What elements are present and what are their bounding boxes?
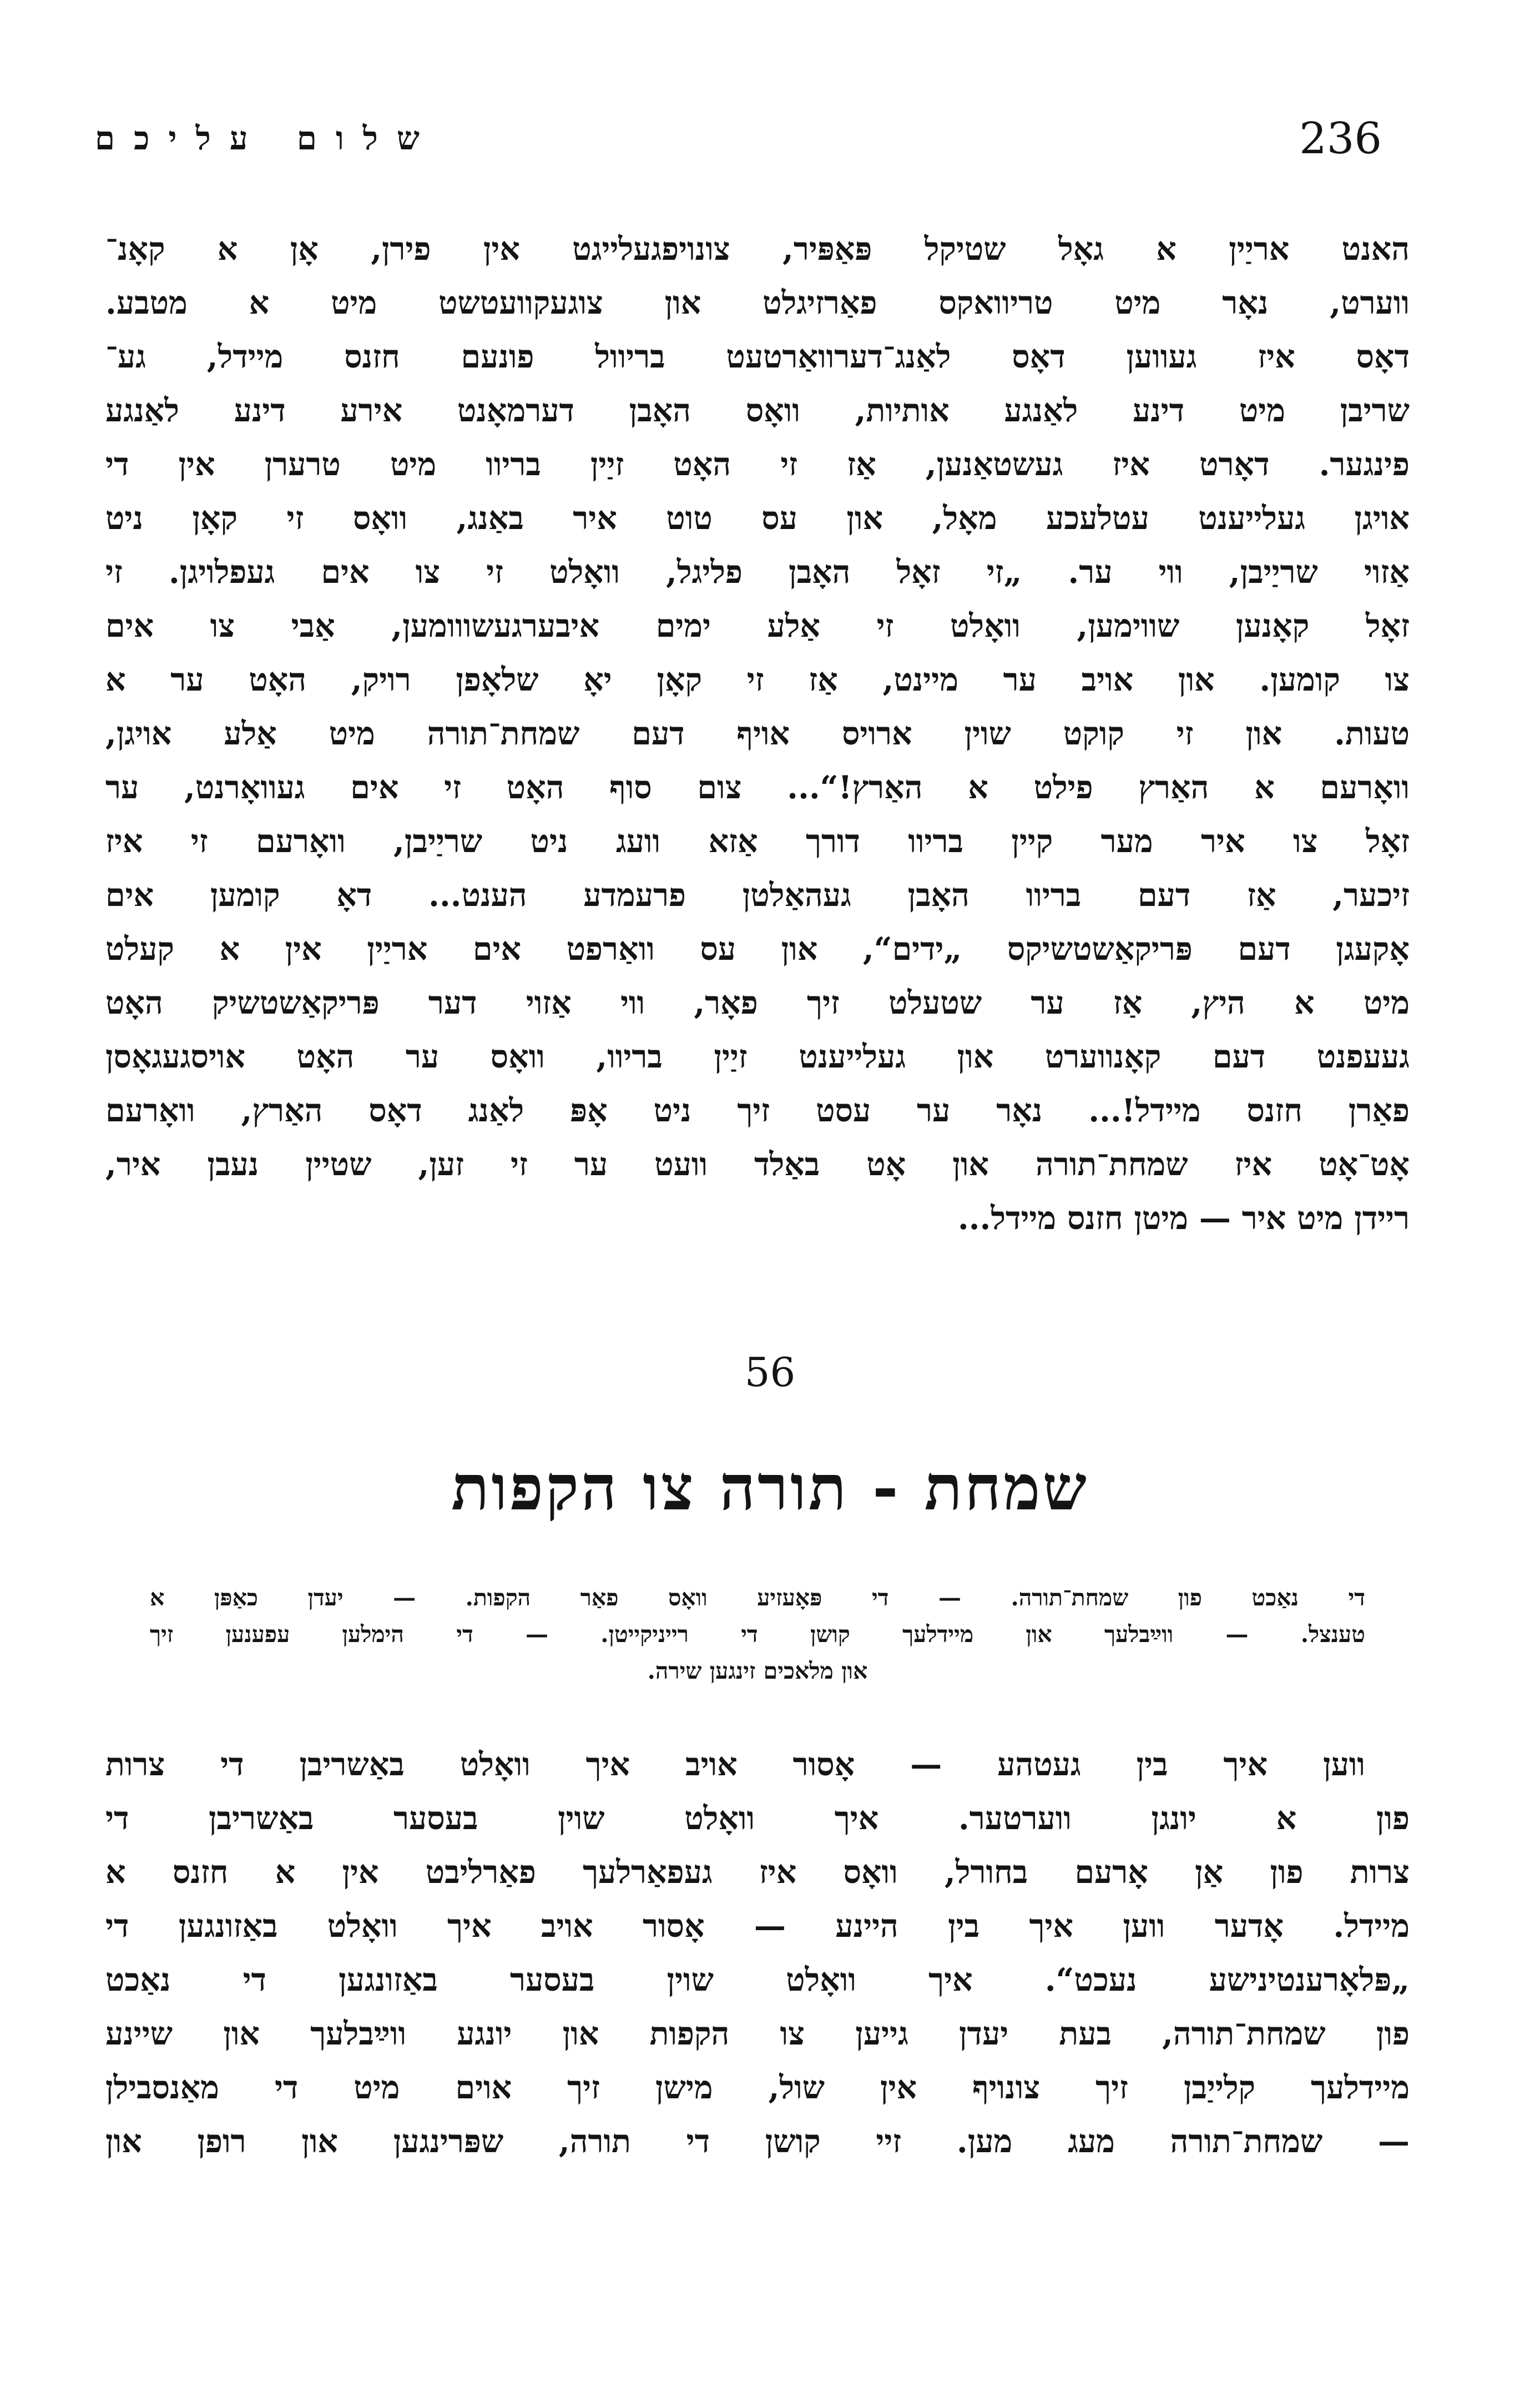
chapter-title: שמחת - תורה צו הקפות xyxy=(451,1452,1089,1524)
running-title: שלום עליכם xyxy=(94,119,438,157)
paragraph-1 xyxy=(105,222,1410,1245)
text-line: צו קומען. און אויב ער מיינט, אַז זי קאָן יאָ שלאָפן רויק, האָט ער א xyxy=(105,661,1410,698)
text-line: זאָל צו איר מער קיין בריוו דורך אַזא וועג ניט שריַיבן, וואָרעם זי איז xyxy=(105,823,1410,860)
text-line: אָט־אָט איז שמחת־תורה און אָט באַלד וועט ער זי זען, שטיין נעבן איר, xyxy=(105,1146,1410,1183)
text-line: דאָס איז געווען דאָס לאַנג־דערוואַרטעט בריוול פונעם חזנס מיידל, גע־ xyxy=(105,338,1410,375)
text-line: אַזוי שריַיבן, ווי ער. „זי זאָל האָבן פליגל, וואָלט זי צו אים געפלויגן. זי xyxy=(105,553,1410,591)
text-line: פינגער. דאָרט איז געשטאַנען, אַז זי האָט זיַין בריוו מיט טרערן אין די xyxy=(105,446,1410,483)
text-line: מיידלעך קלייַבן זיך צונויף אין שול, מישן זיך אוים מיט די מאַנסבילן xyxy=(105,2069,1410,2106)
page-number: 236 xyxy=(1299,114,1382,164)
running-head xyxy=(94,114,1382,169)
text-line: ווערט, נאָר מיט טריוואקס פאַרזיגלט און צוגעקוועטשט מיט א מטבע. xyxy=(105,284,1410,321)
text-line: וואָרעם א האַרץ פילט א האַרץ!“... צום סוף האָט זי אים געוואָרנט, ער xyxy=(105,769,1410,806)
text-line: מיידל. אָדער ווען איך בין היינע — אָסור אויב איך וואָלט באַזונגען די xyxy=(105,1907,1410,1945)
text-line: זאָל קאָנען שווימען, וואָלט זי אַלע ימים איבערגעשווומען, אַבי צו אים xyxy=(105,607,1410,644)
text-line: אָקעגן דעם פּריקאַשטשיקס „ידים“, און עס וואַרפט אים אריַין אין א קעלט xyxy=(105,930,1410,968)
text-line: ווען איך בין געטהע — אָסור אויב איך וואָלט באַשריבן די צרות xyxy=(105,1746,1365,1783)
chapter-number: 56 xyxy=(744,1349,796,1396)
text-line: ריידן מיט איר — מיטן חזנס מיידל... xyxy=(957,1200,1410,1237)
paragraph-2 xyxy=(105,1738,1410,2168)
text-line: פאַרן חזנס מיידל!... נאָר ער עסט זיך ניט אָפּ לאַנג דאָס האַרץ, וואָרעם xyxy=(105,1092,1410,1129)
text-line: „פּלאָרענטינישע נעכט“. איך וואָלט שוין בעסער באַזונגען די נאַכט xyxy=(105,1961,1410,1998)
text-line: האנט אריַין א גאָל שטיקל פּאַפּיר, צונויפגעלייגט אין פירן, אָן א קאָנ־ xyxy=(105,230,1410,268)
text-line: שריבן מיט דינע לאַנגע אותיות, וואָס האָבן דערמאָנט אירע דינע לאַנגע xyxy=(105,392,1410,429)
text-line: פון א יונגן ווערטער. איך וואָלט שוין בעסער באַשריבן די xyxy=(105,1800,1410,1837)
text-line: צרות פון אַן אָרעם בחורל, וואָס איז געפאַרלעך פאַרליבט אין א חזנס א xyxy=(105,1854,1410,1891)
summary-line: די נאַכט פון שמחת־תורה. — די פּאָעזיע וואָס פאַר הקפות. — יעדן כאַפּן א xyxy=(150,1584,1365,1611)
chapter-summary xyxy=(150,1579,1365,1689)
text-line: — שמחת־תורה מעג מען. זיי קושן די תורה, שפּרינגען און רופן און xyxy=(105,2123,1410,2160)
text-line: פון שמחת־תורה, בעת יעדן גייען צו הקפות און יונגע ווײַבלעך און שיינע xyxy=(105,2015,1410,2052)
text-line: מיט א היץ, אַז ער שטעלט זיך פאָר, ווי אַזוי דער פּריקאַשטשיק האָט xyxy=(105,984,1410,1021)
text-line: טעות. און זי קוקט שוין ארויס אויף דעם שמחת־תורה מיט אַלע אויגן, xyxy=(105,715,1410,752)
text-line: אויגן געלייענט עטלעכע מאָל, און עס טוט איר באַנג, וואָס זי קאָן ניט xyxy=(105,500,1410,537)
text-line: זיכער, אַז דעם בריוו האָבן געהאַלטן פרעמדע הענט... דאָ קומען אים xyxy=(105,877,1410,914)
summary-line: טענצל. — ווײַבלעך און מיידלעך קושן די רייניקייטן. — די הימלען עפענען זיך xyxy=(150,1621,1365,1648)
summary-line: און מלאכים זינגען שירה. xyxy=(647,1658,868,1684)
text-line: געעפנט דעם קאָנווערט און געלייענט זיַין בריוו, וואָס ער האָט אויסגעגאָסן xyxy=(105,1038,1410,1075)
